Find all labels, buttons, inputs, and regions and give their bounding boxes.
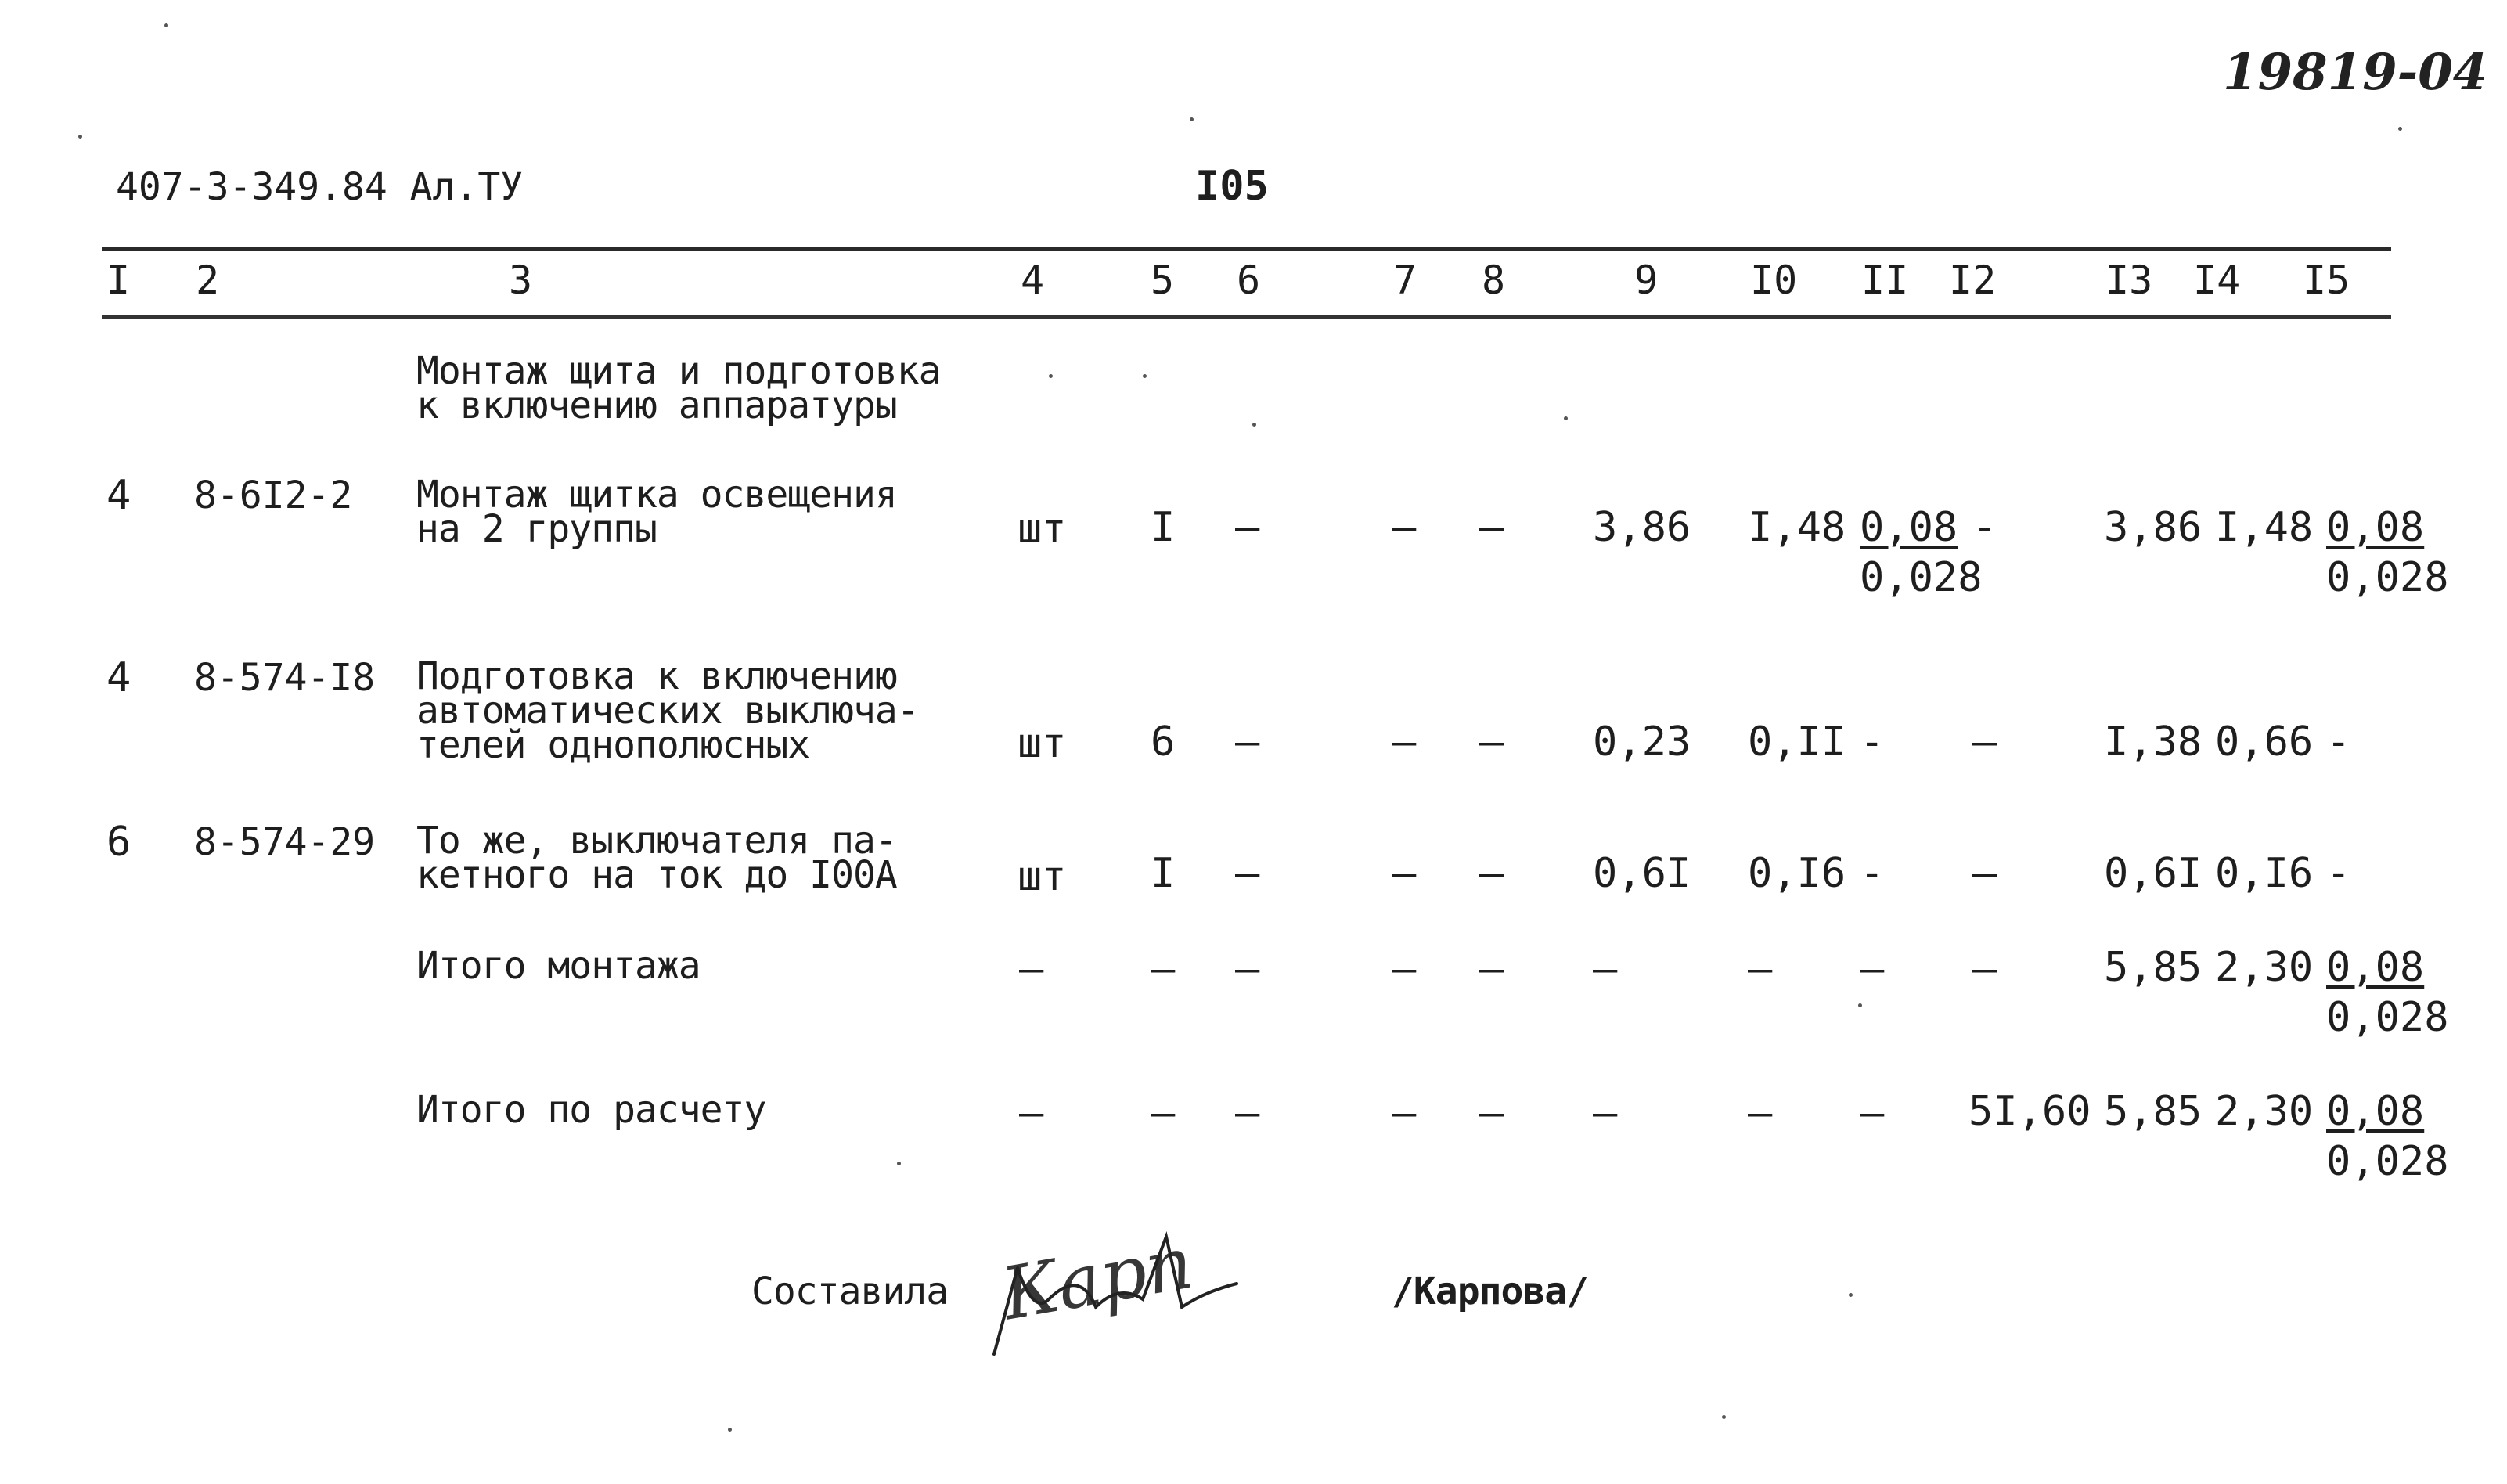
cell-col9: 0,6I — [1593, 850, 1691, 897]
column-header: 9 — [1634, 258, 1659, 303]
archive-stamp-number: 19819-04 — [2223, 43, 2488, 102]
quantity: 6 — [1151, 719, 1176, 765]
dash-cell: – — [1479, 946, 1504, 992]
cell-col15: 0,08 — [2326, 504, 2425, 551]
dash-cell: – — [1972, 946, 1997, 992]
scan-speck — [1849, 1293, 1853, 1297]
cell-col11: - — [1860, 850, 1885, 897]
dash-cell: – — [1593, 1090, 1618, 1136]
scan-speck — [1564, 416, 1568, 420]
section-heading-line: к включению аппаратуры — [416, 384, 897, 427]
column-header: I2 — [1949, 258, 1997, 303]
cell-col14: 0,I6 — [2215, 850, 2314, 897]
cell-col8: – — [1479, 504, 1504, 551]
work-description — [416, 473, 897, 551]
dash-cell: – — [1392, 1090, 1417, 1136]
document-code: 407-3-349.84 Ал.ТУ — [116, 165, 524, 209]
cell-col15: - — [2326, 850, 2351, 897]
description-line: автоматических выключа- — [416, 689, 919, 733]
estimate-code: 8-574-I8 — [194, 656, 376, 700]
signature-stroke-icon — [986, 1221, 1268, 1378]
column-header: II — [1861, 258, 1909, 303]
description-line: Монтаж щитка освещения — [416, 473, 897, 517]
dash-cell: – — [1860, 946, 1885, 992]
quantity: I — [1151, 504, 1176, 551]
compiled-by-label: Составила — [751, 1270, 949, 1313]
scan-speck — [1143, 374, 1147, 378]
description-line: кетного на ток до I00А — [416, 853, 897, 897]
table-top-rule — [102, 247, 2391, 251]
cell-col8: – — [1479, 719, 1504, 765]
dash-cell: – — [1748, 1090, 1773, 1136]
cell-col13: 5,85 — [2104, 1088, 2203, 1135]
cell-col14: I,48 — [2215, 504, 2314, 551]
signature: Карп — [996, 1220, 1199, 1337]
column-header: I4 — [2193, 258, 2241, 303]
column-header: I3 — [2105, 258, 2153, 303]
description-line: Подготовка к включению — [416, 654, 897, 698]
dash-cell: – — [1019, 946, 1044, 992]
cell-col14: 2,30 — [2215, 944, 2314, 991]
cell-col14: 0,66 — [2215, 719, 2314, 765]
cell-col7: – — [1392, 504, 1417, 551]
cell-col8: – — [1479, 850, 1504, 897]
cell-col15: 0,08 — [2326, 944, 2425, 991]
dash-cell: – — [1235, 1090, 1260, 1136]
page-number: I05 — [1195, 163, 1269, 210]
dash-cell: – — [1235, 946, 1260, 992]
cell-col13: I,38 — [2104, 719, 2203, 765]
scan-speck — [728, 1428, 732, 1432]
cell-col15: 0,08 — [2326, 1088, 2425, 1135]
cell-col13: 5,85 — [2104, 944, 2203, 991]
dash-cell: – — [1479, 1090, 1504, 1136]
cell-col15-sub: 0,028 — [2326, 994, 2449, 1041]
cell-col13: 3,86 — [2104, 504, 2203, 551]
column-header: 5 — [1151, 258, 1175, 303]
cell-col9: 0,23 — [1593, 719, 1691, 765]
cell-col6: – — [1235, 719, 1260, 765]
cell-col7: – — [1392, 850, 1417, 897]
scan-speck — [1722, 1415, 1726, 1419]
estimate-code: 8-574-29 — [194, 820, 376, 864]
cell-col15: - — [2326, 719, 2351, 765]
cell-col9: 3,86 — [1593, 504, 1691, 551]
column-header: 6 — [1237, 258, 1261, 303]
scan-speck — [1049, 374, 1053, 378]
cell-col15-sub: 0,028 — [2326, 554, 2449, 601]
dash-cell: – — [1151, 946, 1176, 992]
cell-col6: – — [1235, 504, 1260, 551]
dash-cell: – — [1151, 1090, 1176, 1136]
scan-speck — [1190, 117, 1194, 121]
cell-col11: 0,08 — [1860, 504, 1958, 551]
description-line: То же, выключателя па- — [416, 819, 897, 863]
cell-col11-sub: 0,028 — [1860, 554, 1983, 601]
row-number: 4 — [106, 472, 131, 519]
cell-col12: - — [1972, 504, 1997, 551]
unit: шт — [1018, 853, 1067, 900]
dash-cell: – — [1748, 946, 1773, 992]
estimate-code: 8-6I2-2 — [194, 474, 353, 517]
cell-col12: 5I,60 — [1968, 1088, 2091, 1135]
total-calc-label: Итого по расчету — [416, 1088, 766, 1132]
dash-cell: – — [1593, 946, 1618, 992]
dash-cell: – — [1860, 1090, 1885, 1136]
cell-col14: 2,30 — [2215, 1088, 2314, 1135]
section-heading — [416, 349, 941, 427]
cell-col13: 0,6I — [2104, 850, 2203, 897]
dash-cell: – — [1019, 1090, 1044, 1136]
cell-col10: I,48 — [1748, 504, 1846, 551]
scan-speck — [1252, 423, 1256, 427]
cell-col11: - — [1860, 719, 1885, 765]
work-description — [416, 654, 919, 767]
column-header: 7 — [1393, 258, 1417, 303]
table-header-rule — [102, 315, 2391, 319]
compiler-name: /Карпова/ — [1392, 1270, 1589, 1313]
row-number: 6 — [106, 819, 131, 866]
column-header: I — [106, 258, 131, 303]
scan-speck — [78, 135, 82, 139]
cell-col7: – — [1392, 719, 1417, 765]
cell-col10: 0,I6 — [1748, 850, 1846, 897]
cell-col15-sub: 0,028 — [2326, 1138, 2449, 1185]
scan-speck — [897, 1162, 901, 1165]
section-heading-line: Монтаж щита и подготовка — [416, 349, 941, 393]
column-header: 3 — [509, 258, 533, 303]
total-montage-label: Итого монтажа — [416, 944, 701, 988]
scan-speck — [1858, 1003, 1862, 1007]
column-header: I5 — [2303, 258, 2350, 303]
cell-col6: – — [1235, 850, 1260, 897]
column-header: 2 — [196, 258, 220, 303]
scan-speck — [164, 23, 168, 27]
cell-col12: – — [1972, 850, 1997, 897]
column-header: 4 — [1021, 258, 1045, 303]
unit: шт — [1018, 720, 1067, 767]
column-header: I0 — [1750, 258, 1798, 303]
scan-speck — [2398, 127, 2402, 131]
description-line: телей однополюсных — [416, 723, 810, 767]
description-line: на 2 группы — [416, 507, 657, 551]
quantity: I — [1151, 850, 1176, 897]
work-description — [416, 819, 897, 897]
cell-col10: 0,II — [1748, 719, 1846, 765]
unit: шт — [1018, 506, 1067, 553]
row-number: 4 — [106, 654, 131, 701]
column-header: 8 — [1482, 258, 1506, 303]
dash-cell: – — [1392, 946, 1417, 992]
cell-col12: – — [1972, 719, 1997, 765]
